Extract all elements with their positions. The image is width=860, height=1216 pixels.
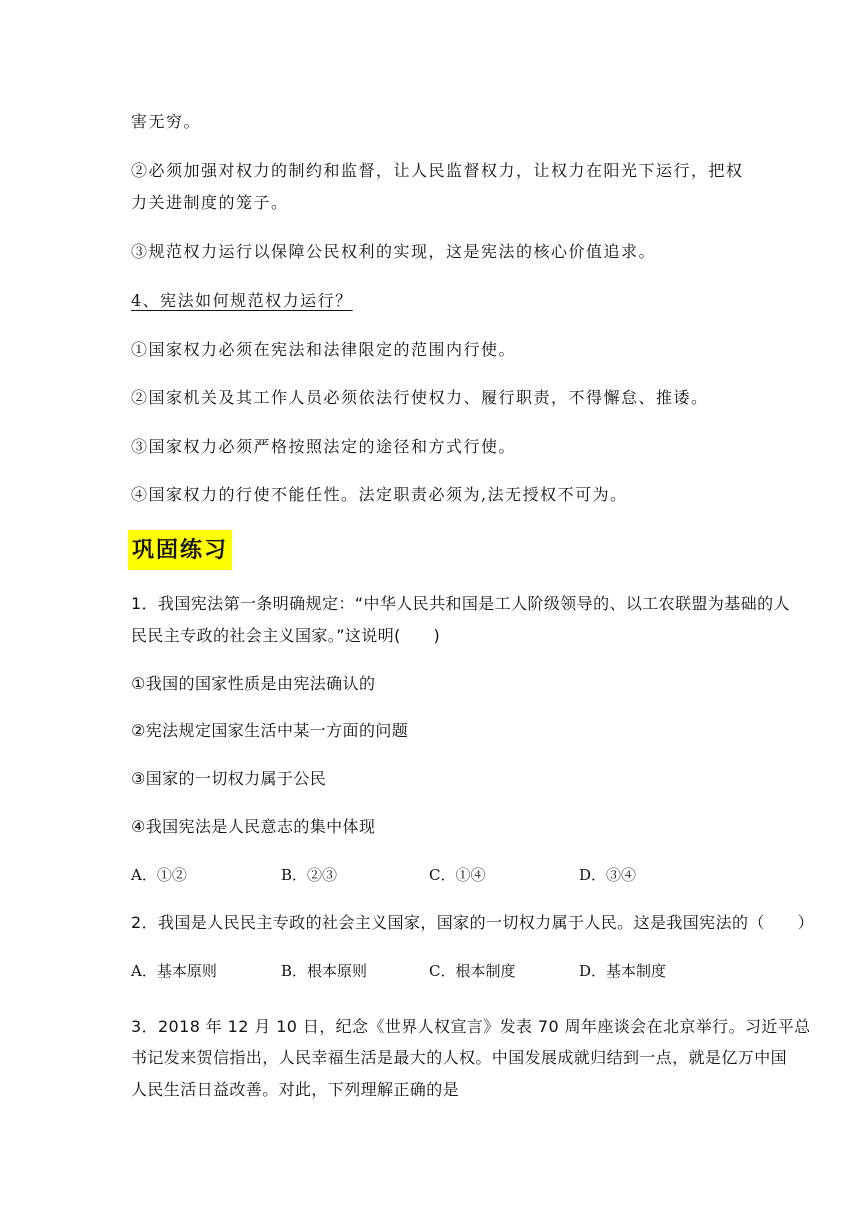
question-3-text: 书记发来贺信指出，人民幸福生活是最大的人权。中国发展成就归结到一点，就是亿万中国 bbox=[131, 1048, 788, 1067]
point-item: ①国家权力必须在宪法和法律限定的范围内行使。 bbox=[131, 340, 517, 359]
point-item: ②国家机关及其工作人员必须依法行使权力、履行职责，不得懈怠、推诿。 bbox=[131, 388, 709, 407]
question-1-item: ①我国的国家性质是由宪法确认的 bbox=[131, 674, 376, 693]
question-1-item: ④我国宪法是人民意志的集中体现 bbox=[131, 817, 376, 836]
question-3-text: 3．2018 年 12 月 10 日，纪念《世界人权宣言》发表 70 周年座谈会在北京举行。习近平总 bbox=[131, 1017, 811, 1036]
question-1-item: ③国家的一切权力属于公民 bbox=[131, 769, 327, 788]
question-3-text: 人民生活日益改善。对此，下列理解正确的是 bbox=[131, 1080, 460, 1099]
option-a: A．①② bbox=[131, 866, 187, 884]
option-d: D．③④ bbox=[579, 866, 637, 884]
option-c: C．根本制度 bbox=[429, 962, 516, 980]
option-b: B．②③ bbox=[281, 866, 338, 884]
question-1-text: 民民主专政的社会主义国家。”这说明( ) bbox=[131, 626, 441, 645]
question-1-text: 1．我国宪法第一条明确规定：“中华人民共和国是工人阶级领导的、以工农联盟为基础的人 bbox=[131, 594, 790, 613]
text-line: 力关进制度的笼子。 bbox=[131, 193, 289, 212]
text-line: ②必须加强对权力的制约和监督，让人民监督权力，让权力在阳光下运行，把权 bbox=[131, 161, 744, 180]
point-item: ③国家权力必须严格按照法定的途径和方式行使。 bbox=[131, 437, 517, 456]
text-line: 害无穷。 bbox=[131, 112, 202, 131]
option-b: B．根本原则 bbox=[281, 962, 368, 980]
option-a: A．基本原则 bbox=[131, 962, 217, 980]
option-c: C．①④ bbox=[429, 866, 486, 884]
point-item: ④国家权力的行使不能任性。法定职责必须为,法无授权不可为。 bbox=[131, 485, 628, 504]
text-line: ③规范权力运行以保障公民权利的实现，这是宪法的核心价值追求。 bbox=[131, 242, 657, 261]
option-d: D．基本制度 bbox=[579, 962, 667, 980]
question-2-text: 2．我国是人民民主专政的社会主义国家，国家的一切权力属于人民。这是我国宪法的（ ） bbox=[131, 913, 814, 932]
practice-section-title: 巩固练习 bbox=[128, 530, 232, 570]
question-1-item: ②宪法规定国家生活中某一方面的问题 bbox=[131, 721, 409, 740]
section-heading-4: 4、宪法如何规范权力运行？ bbox=[131, 291, 353, 310]
